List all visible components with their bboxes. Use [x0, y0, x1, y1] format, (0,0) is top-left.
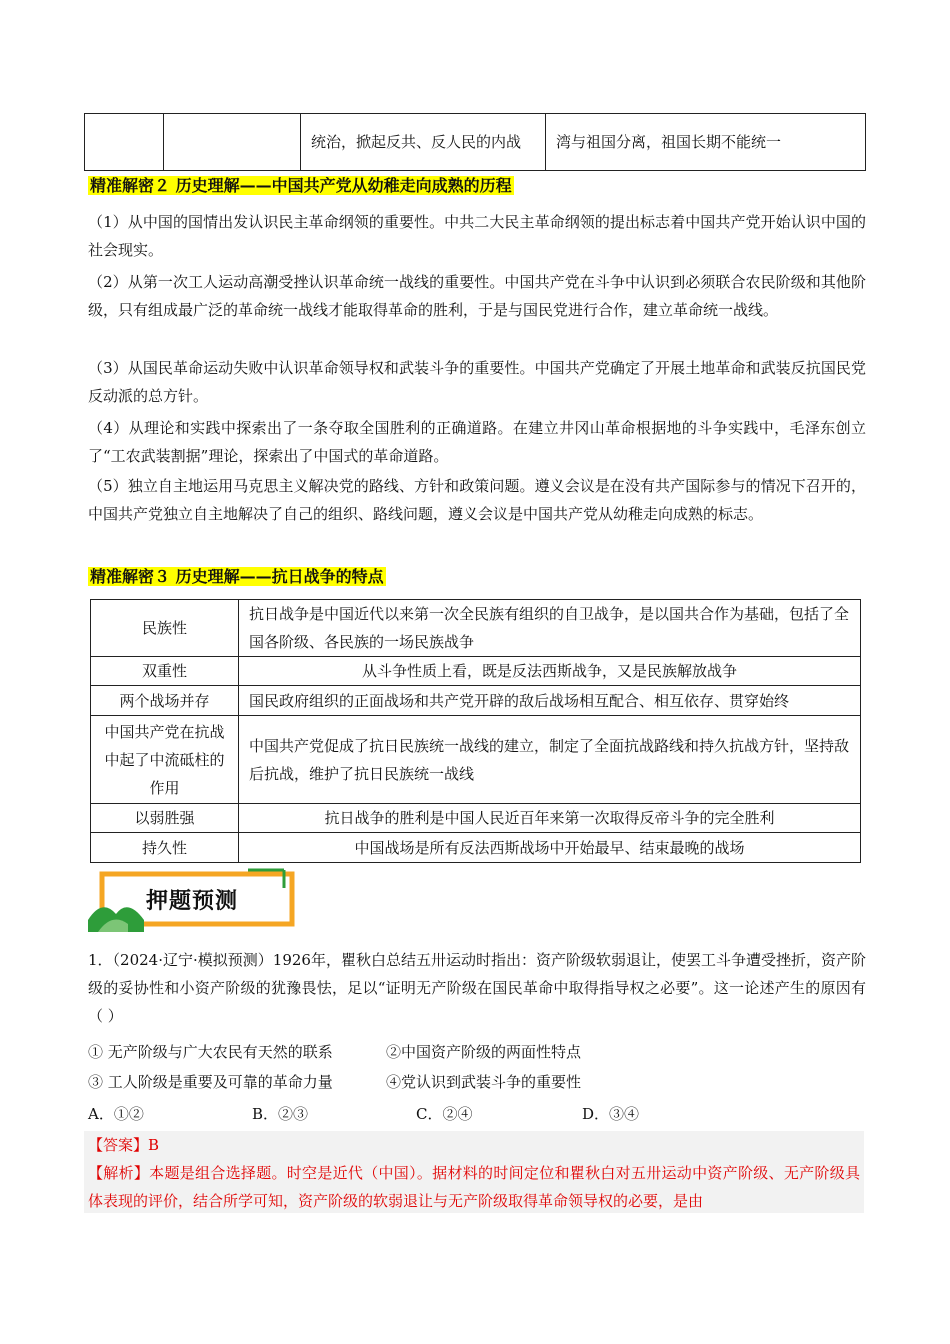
features-table	[90, 599, 861, 863]
option-a[interactable]: A．①②	[88, 1105, 144, 1123]
section2-heading: 精准解密２ 历史理解——中国共产党从幼稚走向成熟的历程	[90, 176, 512, 195]
section2-para-3: （3）从国民革命运动失败中认识革命领导权和武装斗争的重要性。中国共产党确定了开展土地革命和武装反抗国民党反动派的总方针。	[88, 359, 866, 405]
top-table-cell-4-text: 湾与祖国分离，祖国长期不能统一	[556, 133, 782, 151]
feature-value: 抗日战争是中国近代以来第一次全民族有组织的自卫战争，是以国共合作为基础，包括了全国各阶级、各民族的一场民族战争	[239, 600, 861, 657]
top-table-cell-4	[546, 114, 866, 171]
feature-value: 中国共产党促成了抗日民族统一战线的建立，制定了全面抗战路线和持久抗战方针，坚持敌后抗战，维护了抗日民族统一战线	[239, 716, 861, 804]
table-row	[91, 833, 861, 863]
table-row	[91, 600, 861, 657]
section2-para-2: （2）从第一次工人运动高潮受挫认识革命统一战线的重要性。中国共产党在斗争中认识到必须联合农民阶级和其他阶级，只有组成最广泛的革命统一战线才能取得革命的胜利，于是与国民党进行合作，建立革命统一战线。	[88, 273, 866, 319]
feature-key: 双重性	[91, 657, 239, 686]
feature-value: 从斗争性质上看，既是反法西斯战争，又是民族解放战争	[239, 657, 861, 686]
section3-heading-wrap	[88, 565, 386, 589]
top-table-cell-3-text: 统治，掀起反共、反人民的内战	[311, 133, 522, 151]
prediction-banner	[88, 868, 300, 932]
table-row	[91, 804, 861, 833]
answer-text: 【答案】B	[88, 1136, 160, 1154]
section3-heading: 精准解密３ 历史理解——抗日战争的特点	[90, 567, 384, 586]
feature-value: 中国战场是所有反法西斯战场中开始最早、结束最晚的战场	[239, 833, 861, 863]
question-item-4: ④党认识到武装斗争的重要性	[386, 1073, 582, 1091]
question-stem: 1．（2024·辽宁·模拟预测）1926年，瞿秋白总结五卅运动时指出：资产阶级软弱退让，使罢工斗争遭受挫折，资产阶级的妥协性和小资产阶级的犹豫畏怯，足以“证明无产阶级在国民革命中取得指导权之必要”。这一论述产生的原因有（ ）	[88, 951, 866, 1025]
feature-value: 国民政府组织的正面战场和共产党开辟的敌后战场相互配合、相互依存、贯穿始终	[239, 686, 861, 716]
section2-para-1: （1）从中国的国情出发认识民主革命纲领的重要性。中共二大民主革命纲领的提出标志着中国共产党开始认识中国的社会现实。	[88, 213, 866, 259]
analysis-text: 【解析】本题是组合选择题。时空是近代（中国）。据材料的时间定位和瞿秋白对五卅运动中资产阶级、无产阶级具体表现的评价，结合所学可知，资产阶级的软弱退让与无产阶级取得革命领导权的必要，是由	[88, 1164, 860, 1210]
top-table	[84, 113, 866, 171]
top-table-cell-3	[301, 114, 546, 171]
question-item-2: ②中国资产阶级的两面性特点	[386, 1043, 582, 1061]
top-table-cell-2	[164, 114, 301, 171]
option-d[interactable]: D．③④	[582, 1105, 640, 1123]
table-row	[91, 716, 861, 804]
question-item-1: ① 无产阶级与广大农民有天然的联系	[88, 1043, 333, 1061]
feature-value: 抗日战争的胜利是中国人民近百年来第一次取得反帝斗争的完全胜利	[239, 804, 861, 833]
section2-para-5: （5）独立自主地运用马克思主义解决党的路线、方针和政策问题。遵义会议是在没有共产国际参与的情况下召开的，中国共产党独立自主地解决了自己的组织、路线问题，遵义会议是中国共产党从幼稚走向成熟的标志。	[88, 477, 866, 523]
banner-text: 押题预测	[146, 889, 239, 914]
section2-heading-wrap	[88, 174, 514, 198]
feature-key: 以弱胜强	[91, 804, 239, 833]
section2-para-4: （4）从理论和实践中探索出了一条夺取全国胜利的正确道路。在建立井冈山革命根据地的斗争实践中，毛泽东创立了“工农武装割据”理论，探索出了中国式的革命道路。	[88, 419, 866, 465]
option-b[interactable]: B．②③	[252, 1105, 309, 1123]
feature-key: 民族性	[91, 600, 239, 657]
feature-key: 中国共产党在抗战中起了中流砥柱的作用	[91, 716, 239, 804]
answer-box	[84, 1131, 864, 1213]
feature-key: 持久性	[91, 833, 239, 863]
question-item-3: ③ 工人阶级是重要及可靠的革命力量	[88, 1073, 333, 1091]
table-row	[91, 657, 861, 686]
table-row	[91, 686, 861, 716]
option-c[interactable]: C．②④	[416, 1105, 473, 1123]
top-table-cell-1	[85, 114, 164, 171]
feature-key: 两个战场并存	[91, 686, 239, 716]
